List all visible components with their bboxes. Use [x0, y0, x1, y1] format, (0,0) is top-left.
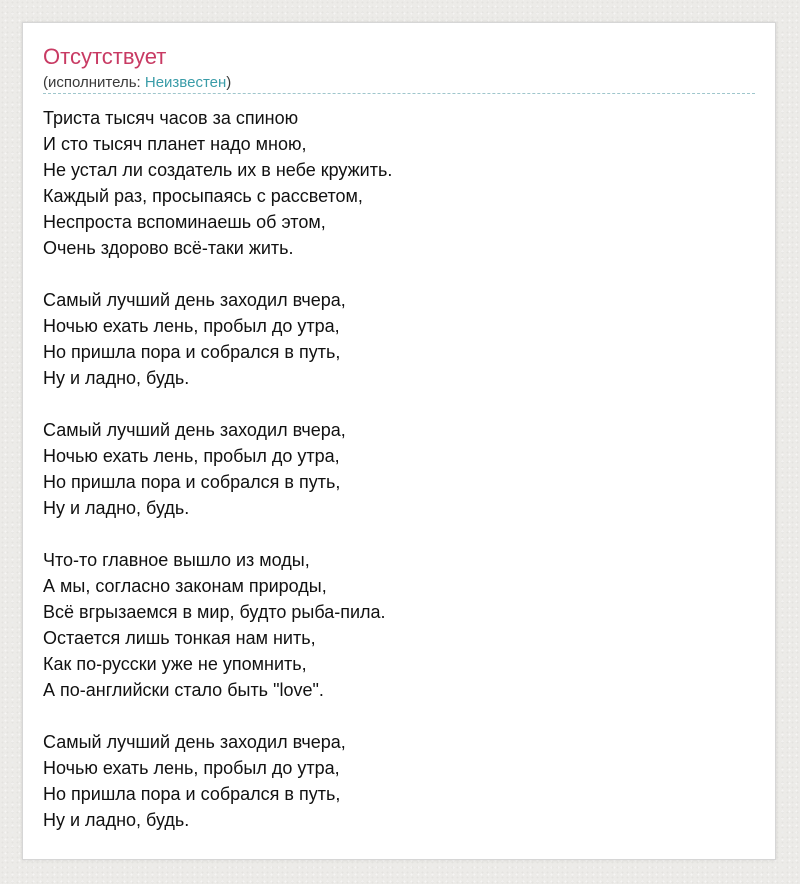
stanza-chorus-2 — [43, 417, 755, 521]
artist-suffix: ) — [226, 74, 232, 91]
lyric-line: Всё вгрызаемся в мир, будто рыба-пила. — [43, 602, 386, 622]
lyrics-card — [22, 22, 776, 860]
lyric-line: А по-английски стало быть "love". — [43, 680, 324, 700]
song-header — [43, 43, 755, 94]
artist-link[interactable]: Неизвестен — [144, 74, 227, 91]
lyric-line: Ну и ладно, будь. — [43, 498, 190, 518]
lyric-line: Самый лучший день заходил вчера, — [43, 732, 346, 752]
lyric-line: Ну и ладно, будь. — [43, 368, 190, 388]
lyric-line: Ночью ехать лень, пробыл до утра, — [43, 316, 340, 336]
artist-line — [43, 73, 755, 93]
lyric-line: Ну и ладно, будь. — [43, 810, 190, 830]
song-title: Отсутствует — [43, 44, 167, 69]
lyric-line: Неспроста вспоминаешь об этом, — [43, 212, 326, 232]
artist-prefix: (исполнитель: — [43, 74, 145, 91]
stanza-verse-1 — [43, 105, 755, 261]
lyric-line: Самый лучший день заходил вчера, — [43, 290, 346, 310]
lyric-line: Каждый раз, просыпаясь с рассветом, — [43, 186, 363, 206]
lyrics-body — [43, 105, 755, 859]
lyric-line: Самый лучший день заходил вчера, — [43, 420, 346, 440]
stanza-chorus-3 — [43, 729, 755, 833]
lyric-line: Но пришла пора и собрался в путь, — [43, 784, 341, 804]
lyric-line: Что-то главное вышло из моды, — [43, 550, 310, 570]
lyric-line: Ночью ехать лень, пробыл до утра, — [43, 758, 340, 778]
lyric-line: Но пришла пора и собрался в путь, — [43, 472, 341, 492]
lyric-line: Но пришла пора и собрался в путь, — [43, 342, 341, 362]
lyric-line: А мы, согласно законам природы, — [43, 576, 327, 596]
stanza-chorus-1 — [43, 287, 755, 391]
lyric-line: Ночью ехать лень, пробыл до утра, — [43, 446, 340, 466]
lyric-line: Очень здорово всё-таки жить. — [43, 238, 294, 258]
lyric-line: Остается лишь тонкая нам нить, — [43, 628, 316, 648]
lyric-line: Как по-русски уже не упомнить, — [43, 654, 307, 674]
lyric-line: Не устал ли создатель их в небе кружить. — [43, 160, 393, 180]
lyric-line: Триста тысяч часов за спиною — [43, 108, 299, 128]
lyric-line: И сто тысяч планет надо мною, — [43, 134, 307, 154]
stanza-verse-2 — [43, 547, 755, 703]
